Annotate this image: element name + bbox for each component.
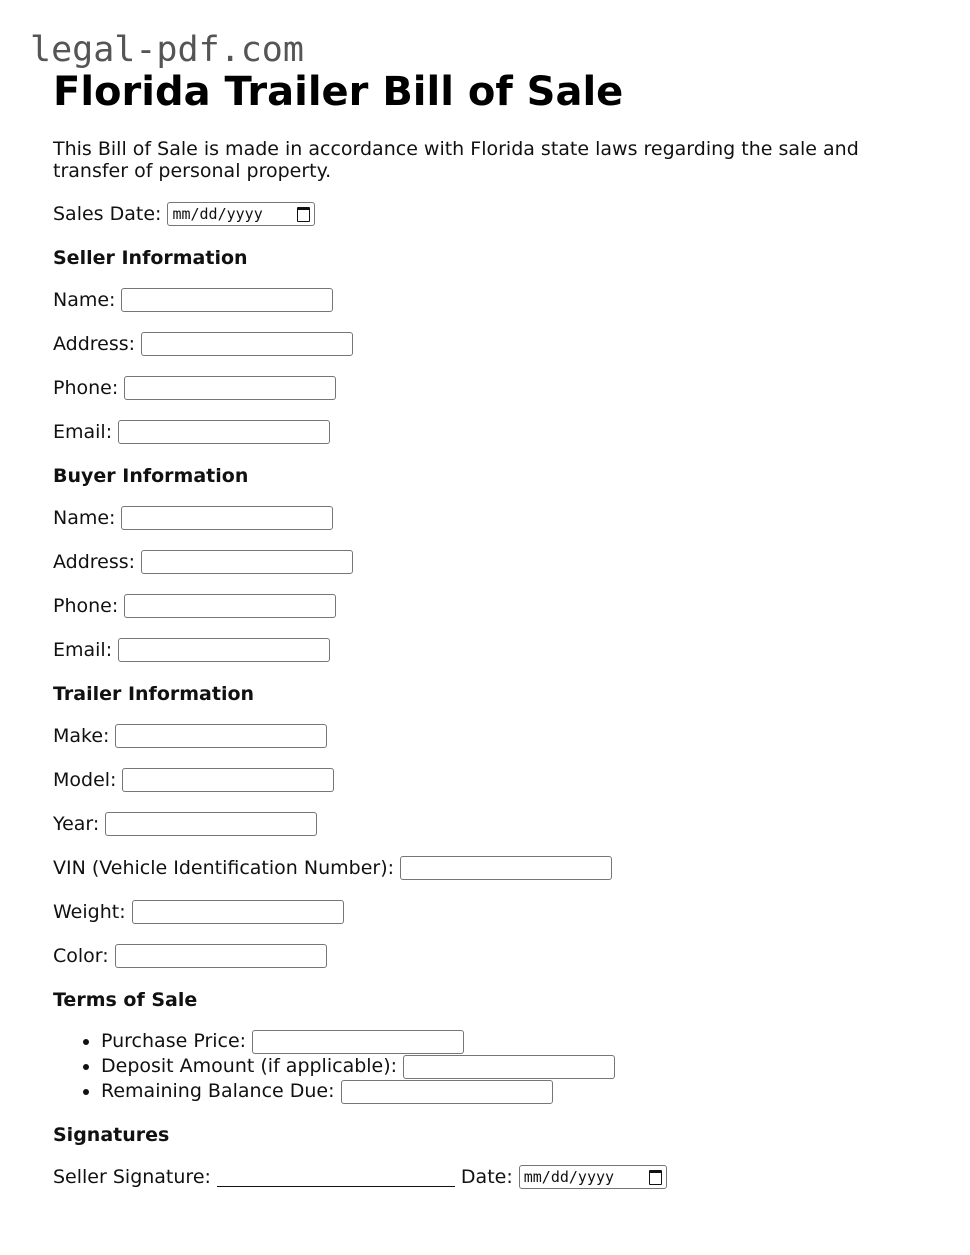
seller-signature-row [53,1164,933,1190]
buyer-address-label: Address: [53,551,136,573]
trailer-vin-label: VIN (Vehicle Identification Number): [53,857,395,879]
buyer-name-row [53,505,933,531]
watermark: legal-pdf.com [30,30,304,70]
trailer-year-input[interactable] [105,812,317,836]
seller-email-row [53,419,933,445]
terms-heading: Terms of Sale [53,989,198,1011]
seller-heading: Seller Information [53,247,248,269]
buyer-email-label: Email: [53,639,113,661]
page-title: Florida Trailer Bill of Sale [53,69,624,115]
bill-of-sale-form [53,68,933,1190]
terms-list [53,1029,933,1104]
trailer-make-label: Make: [53,725,110,747]
sales-date-row [53,201,933,227]
buyer-address-input[interactable] [141,550,353,574]
deposit-amount-label: • Deposit Amount (if applicable): [101,1055,398,1077]
trailer-make-input[interactable] [115,724,327,748]
buyer-phone-input[interactable] [124,594,336,618]
calendar-icon[interactable] [649,1170,662,1185]
trailer-make-row [53,723,933,749]
trailer-weight-row [53,899,933,925]
seller-name-label: Name: [53,289,116,311]
signature-date-placeholder: mm/dd/yyyy [523,1168,615,1186]
signature-date-label: Date: [460,1166,513,1188]
trailer-weight-input[interactable] [132,900,344,924]
seller-address-input[interactable] [141,332,353,356]
seller-address-label: Address: [53,333,136,355]
seller-signature-line[interactable] [217,1168,455,1187]
buyer-phone-label: Phone: [53,595,119,617]
trailer-color-input[interactable] [115,944,327,968]
trailer-model-row [53,767,933,793]
trailer-model-input[interactable] [122,768,334,792]
seller-signature-label: Seller Signature: [53,1166,211,1188]
remaining-balance-label: • Remaining Balance Due: [101,1080,335,1102]
remaining-balance-input[interactable] [341,1080,553,1104]
calendar-icon[interactable] [297,207,310,222]
seller-email-label: Email: [53,421,113,443]
purchase-price-label: • Purchase Price: [101,1030,247,1052]
deposit-amount-input[interactable] [403,1055,615,1079]
sales-date-input[interactable] [167,202,315,226]
seller-name-input[interactable] [121,288,333,312]
buyer-phone-row [53,593,933,619]
list-item [101,1079,933,1104]
buyer-email-input[interactable] [118,638,330,662]
buyer-email-row [53,637,933,663]
seller-phone-input[interactable] [124,376,336,400]
trailer-color-row [53,943,933,969]
buyer-name-input[interactable] [121,506,333,530]
signature-date-input[interactable] [519,1165,667,1189]
trailer-model-label: Model: [53,769,117,791]
purchase-price-input[interactable] [252,1030,464,1054]
buyer-address-row [53,549,933,575]
sales-date-placeholder: mm/dd/yyyy [172,205,263,223]
trailer-vin-row [53,855,933,881]
list-item [101,1054,933,1079]
buyer-name-label: Name: [53,507,116,529]
list-item [101,1029,933,1054]
seller-phone-label: Phone: [53,377,119,399]
intro-paragraph: This Bill of Sale is made in accordance with Florida state laws regarding the sale and transfer of personal property. [53,138,859,182]
trailer-color-label: Color: [53,945,109,967]
seller-phone-row [53,375,933,401]
seller-name-row [53,287,933,313]
trailer-weight-label: Weight: [53,901,126,923]
trailer-year-label: Year: [53,813,100,835]
trailer-vin-input[interactable] [400,856,612,880]
seller-address-row [53,331,933,357]
buyer-heading: Buyer Information [53,465,249,487]
trailer-heading: Trailer Information [53,683,255,705]
seller-email-input[interactable] [118,420,330,444]
trailer-year-row [53,811,933,837]
sales-date-label: Sales Date: [53,203,162,225]
signatures-heading: Signatures [53,1124,170,1146]
